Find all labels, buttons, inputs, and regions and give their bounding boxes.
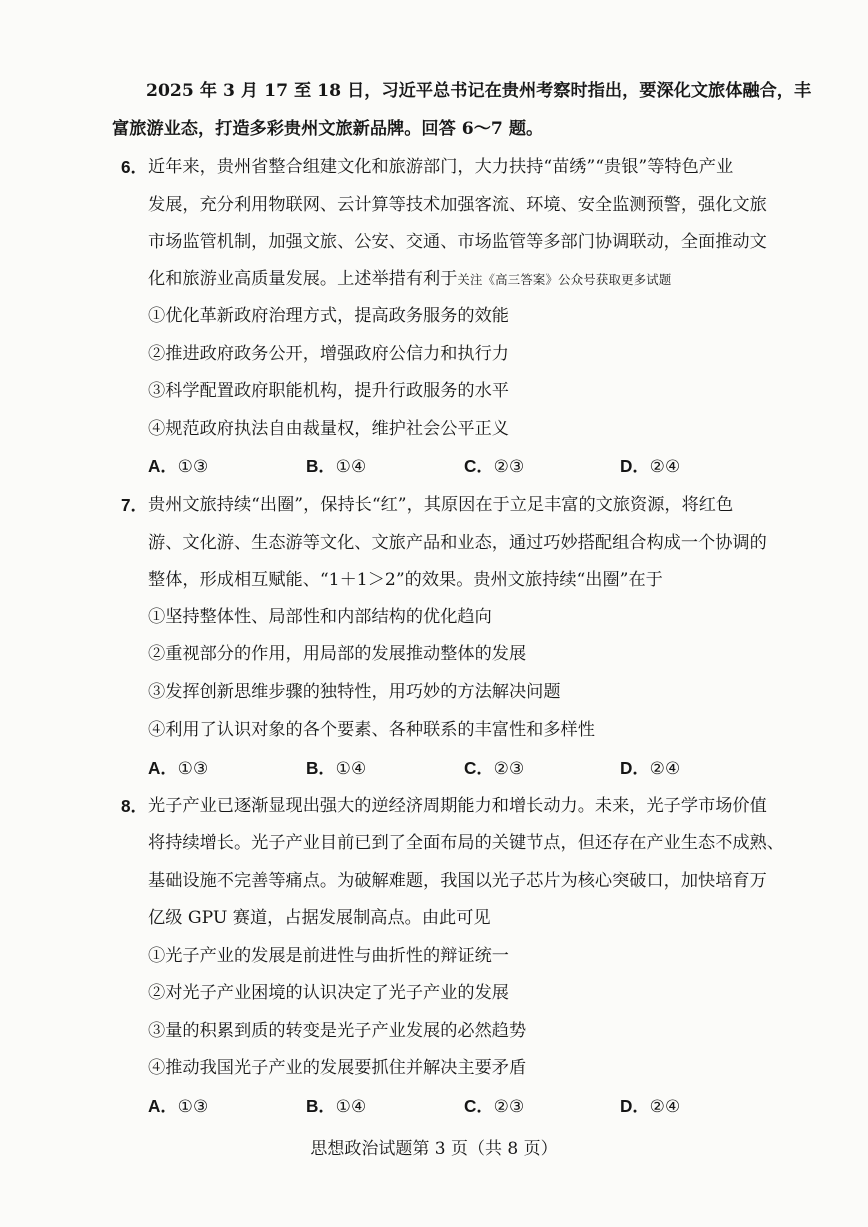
option-item: ②重视部分的作用，用局部的发展推动整体的发展 [148, 644, 527, 664]
choice-letter: C． [464, 758, 494, 778]
answer-choices [148, 757, 708, 779]
option-item: ④推动我国光子产业的发展要抓住并解决主要矛盾 [148, 1058, 527, 1078]
question-stem-text: 化和旅游业高质量发展。上述举措有利于 [148, 269, 458, 289]
choice-value: ①③ [177, 759, 209, 779]
question-stem-line: 基础设施不完善等痛点。为破解难题，我国以光子芯片为核心突破口，加快培育万 [148, 871, 767, 891]
choice-b[interactable] [306, 1095, 366, 1118]
option-item: ②推进政府政务公开，增强政府公信力和执行力 [148, 344, 509, 364]
choice-letter: B． [306, 758, 336, 778]
question-stem-line: 将持续增长。光子产业目前已到了全面布局的关键节点，但还存在产业生态不成熟、 [148, 833, 784, 853]
option-item: ④利用了认识对象的各个要素、各种联系的丰富性和多样性 [148, 720, 595, 740]
choice-a[interactable] [148, 455, 208, 478]
choice-d[interactable] [620, 757, 680, 780]
choice-b[interactable] [306, 455, 366, 478]
choice-value: ②④ [649, 759, 681, 779]
question-stem-line: 光子产业已逐渐显现出强大的逆经济周期能力和增长动力。未来，光子学市场价值 [148, 796, 767, 816]
question-stem-line: 亿级 GPU 赛道，占据发展制高点。由此可见 [148, 908, 491, 928]
option-item: ③量的积累到质的转变是光子产业发展的必然趋势 [148, 1021, 527, 1041]
choice-letter: C． [464, 1096, 494, 1116]
question-stem-line: 整体，形成相互赋能、“1＋1＞2”的效果。贵州文旅持续“出圈”在于 [148, 570, 663, 590]
option-item: ②对光子产业困境的认识决定了光子产业的发展 [148, 983, 509, 1003]
choice-c[interactable] [464, 757, 524, 780]
intro-line-1: 2025 年 3 月 17 至 18 日，习近平总书记在贵州考察时指出，要深化文旅体融合，丰 [146, 81, 812, 101]
choice-a[interactable] [148, 757, 208, 780]
choice-letter: D． [620, 1096, 650, 1116]
question-stem-line: 贵州文旅持续“出圈”，保持长“红”，其原因在于立足丰富的文旅资源，将红色 [148, 495, 734, 515]
choice-letter: D． [620, 758, 650, 778]
choice-value: ①③ [177, 457, 209, 477]
choice-value: ①③ [177, 1097, 209, 1117]
choice-d[interactable] [620, 1095, 680, 1118]
choice-value: ①④ [335, 759, 367, 779]
choice-letter: A． [148, 456, 178, 476]
question-stem-line: 市场监管机制，加强文旅、公安、交通、市场监管等多部门协调联动，全面推动文 [148, 232, 767, 252]
question-number: 6． [121, 157, 148, 177]
choice-c[interactable] [464, 1095, 524, 1118]
question-stem-line: 发展，充分利用物联网、云计算等技术加强客流、环境、安全监测预警，强化文旅 [148, 195, 767, 215]
choice-value: ②③ [493, 457, 525, 477]
option-item: ①坚持整体性、局部性和内部结构的优化趋向 [148, 607, 492, 627]
option-item: ③科学配置政府职能机构，提升行政服务的水平 [148, 381, 509, 401]
question-number: 7． [121, 495, 148, 515]
choice-letter: B． [306, 1096, 336, 1116]
option-item: ④规范政府执法自由裁量权，维护社会公平正义 [148, 419, 509, 439]
answer-choices [148, 1095, 708, 1117]
question-stem-line [148, 268, 671, 291]
intro-line-2: 富旅游业态，打造多彩贵州文旅新品牌。回答 6～7 题。 [112, 119, 544, 139]
choice-value: ②④ [649, 1097, 681, 1117]
choice-value: ②③ [493, 1097, 525, 1117]
page-footer: 思想政治试题第 3 页（共 8 页） [310, 1139, 558, 1159]
choice-letter: C． [464, 456, 494, 476]
choice-value: ②③ [493, 759, 525, 779]
question-number: 8． [121, 796, 148, 816]
choice-letter: B． [306, 456, 336, 476]
choice-letter: D． [620, 456, 650, 476]
watermark-text: 关注《高三答案》公众号获取更多试题 [457, 272, 672, 287]
option-item: ①光子产业的发展是前进性与曲折性的辩证统一 [148, 946, 509, 966]
choice-value: ②④ [649, 457, 681, 477]
option-item: ③发挥创新思维步骤的独特性，用巧妙的方法解决问题 [148, 682, 561, 702]
choice-letter: A． [148, 1096, 178, 1116]
option-item: ①优化革新政府治理方式，提高政务服务的效能 [148, 306, 509, 326]
choice-d[interactable] [620, 455, 680, 478]
choice-c[interactable] [464, 455, 524, 478]
choice-b[interactable] [306, 757, 366, 780]
choice-letter: A． [148, 758, 178, 778]
question-stem-line: 游、文化游、生态游等文化、文旅产品和业态，通过巧妙搭配组合构成一个协调的 [148, 533, 767, 553]
choice-value: ①④ [335, 457, 367, 477]
choice-a[interactable] [148, 1095, 208, 1118]
choice-value: ①④ [335, 1097, 367, 1117]
answer-choices [148, 455, 708, 477]
question-stem-line: 近年来，贵州省整合组建文化和旅游部门，大力扶持“苗绣”“贵银”等特色产业 [148, 157, 734, 177]
